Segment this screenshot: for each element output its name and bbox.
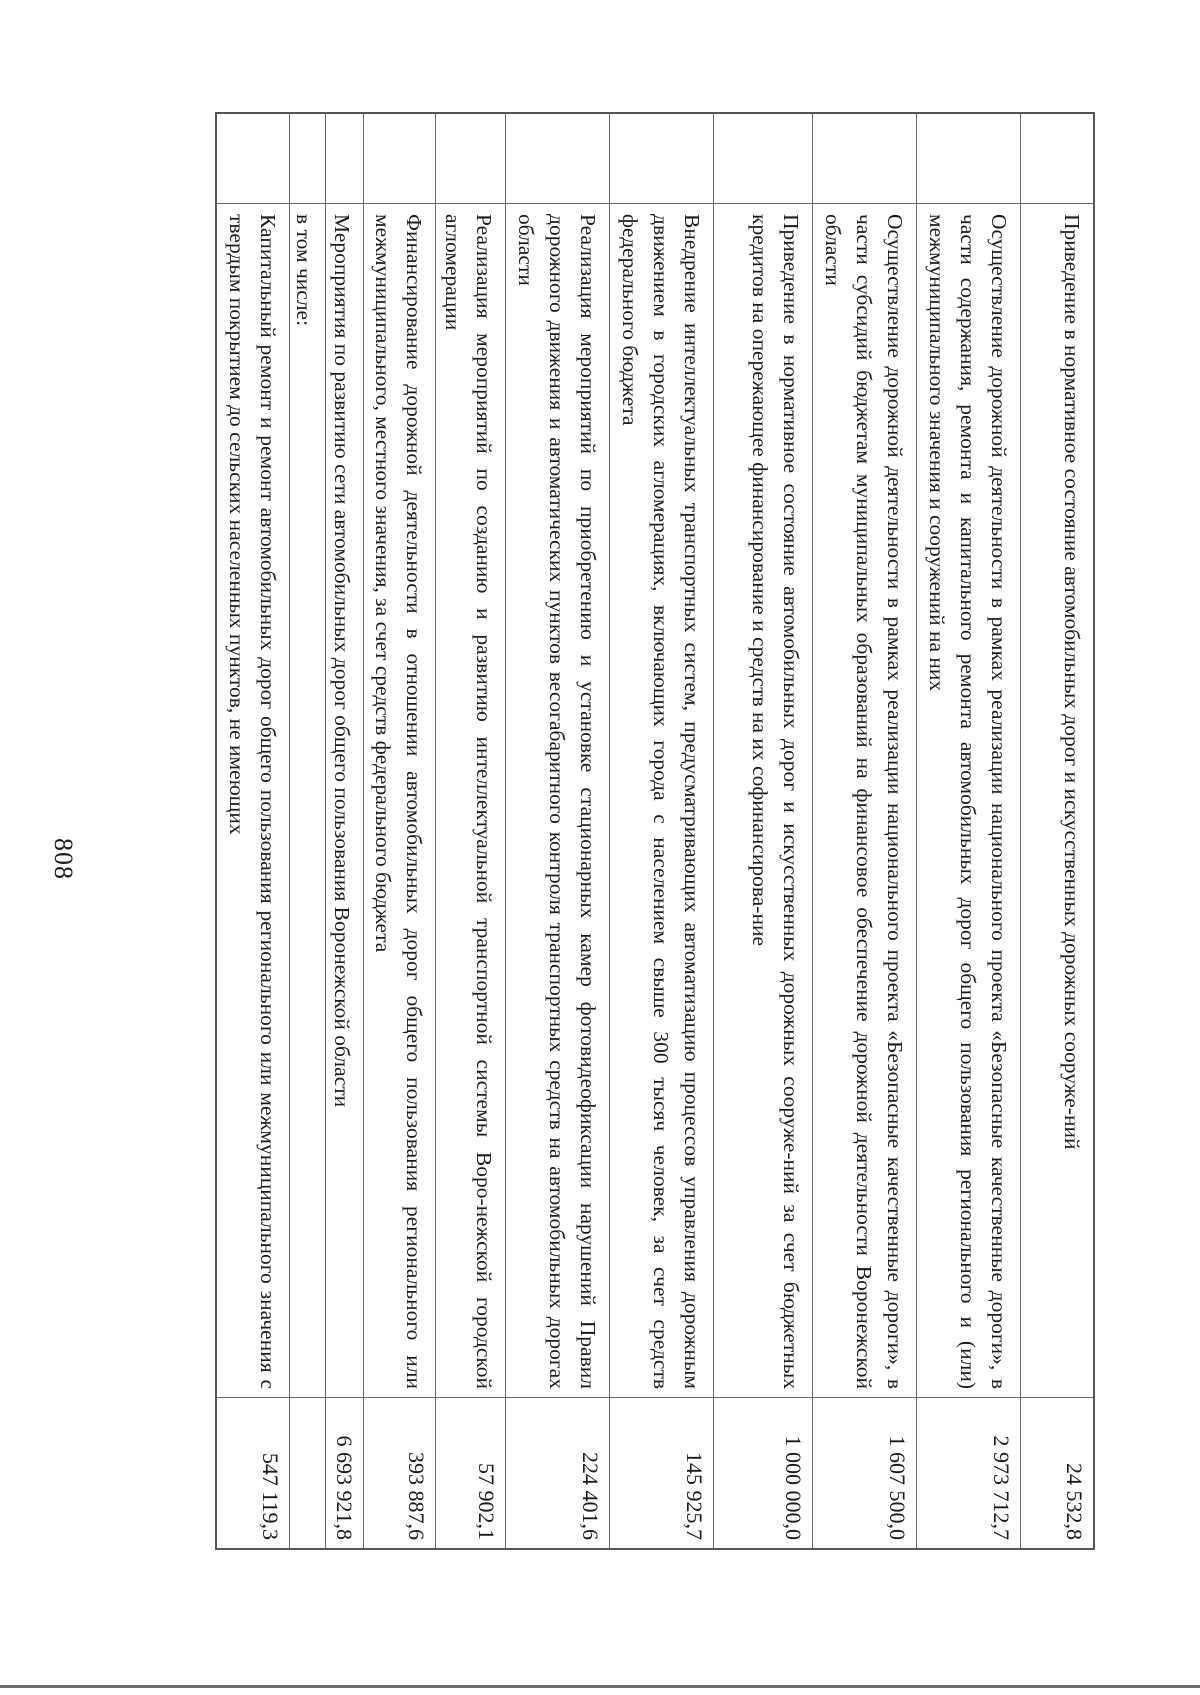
row-description-cell: Капитальный ремонт и ремонт автомобильных дорог общего пользования регионального или межмуниципального значения с твердым покрытием до сельских населенных пунктов, не имеющих bbox=[217, 204, 289, 1398]
row-description-cell: Реализация мероприятий по созданию и развитию интеллектуальной транспортной системы Воро-нежской городской агломерации bbox=[436, 204, 505, 1398]
row-description-cell: Осуществление дорожной деятельности в рамках реализации национального проекта «Безопасные качественные дороги», в части содержания, ремонта и капитального ремонта автомобильных дорог общего пользования регионального и (или) межмуниципального значения и сооружений на них bbox=[917, 204, 1020, 1398]
row-description-cell: Приведение в нормативное состояние автомобильных дорог и искусственных дорожных сооруже-ний за счет бюджетных кредитов на опережающее финансирование и средств на их софинансирова-ние bbox=[714, 204, 812, 1398]
row-number-cell bbox=[364, 114, 435, 204]
row-number-cell bbox=[326, 114, 363, 204]
budget-table bbox=[215, 112, 1095, 1550]
table-row bbox=[217, 114, 289, 1548]
table-row bbox=[916, 114, 1020, 1548]
table-row bbox=[325, 114, 363, 1548]
row-description-cell: Приведение в нормативное состояние автомобильных дорог и искусственных дорожных сооруже-ний bbox=[1021, 204, 1093, 1398]
row-number-cell bbox=[714, 114, 812, 204]
table-row bbox=[609, 114, 713, 1548]
row-number-cell bbox=[506, 114, 609, 204]
row-number-cell bbox=[290, 114, 325, 204]
row-description-cell: в том числе: bbox=[290, 204, 325, 1398]
row-amount-cell: 6 693 921,8 bbox=[332, 1435, 357, 1540]
row-number-cell bbox=[436, 114, 505, 204]
row-description-cell: Реализация мероприятий по приобретению и установке стационарных камер фотовидеофиксации нарушений Правил дорожного движения и автоматических пунктов весогабаритного контроля транспортных средств на автомобильных дорогах области bbox=[506, 204, 609, 1398]
row-amount-cell bbox=[290, 1398, 325, 1548]
table-row bbox=[505, 114, 609, 1548]
table-row bbox=[289, 114, 325, 1548]
row-amount-cell: 393 887,6 bbox=[404, 1452, 429, 1540]
row-number-cell bbox=[917, 114, 1020, 204]
table-row bbox=[1020, 114, 1093, 1548]
row-number-cell bbox=[813, 114, 916, 204]
table-row bbox=[435, 114, 505, 1548]
row-description-cell: Финансирование дорожной деятельности в отношении автомобильных дорог общего пользования регионального или межмуниципального, местного значения, за счет средств федерального бюджета bbox=[364, 204, 435, 1398]
row-amount-cell: 224 401,6 bbox=[578, 1452, 603, 1540]
page-bottom-rule bbox=[0, 1685, 1200, 1688]
row-number-cell bbox=[1021, 114, 1093, 204]
row-description-cell: Осуществление дорожной деятельности в рамках реализации национального проекта «Безопасные качественные дороги», в части субсидий бюджетам муниципальных образований на финансовое обеспечение дорожной деятельности Воронежской области bbox=[813, 204, 916, 1398]
row-amount-cell: 1 000 000,0 bbox=[780, 1435, 806, 1540]
row-amount-cell: 547 119,3 bbox=[258, 1452, 283, 1540]
row-amount-cell: 1 607 500,0 bbox=[884, 1435, 910, 1540]
table-row bbox=[713, 114, 812, 1548]
row-number-cell bbox=[217, 114, 289, 204]
row-amount-cell: 57 902,1 bbox=[474, 1463, 499, 1540]
table-row bbox=[812, 114, 916, 1548]
row-amount-cell: 24 532,8 bbox=[1062, 1463, 1087, 1540]
row-description-cell: Мероприятия по развитию сети автомобильных дорог общего пользования Воронежской области bbox=[326, 204, 363, 1398]
table-row bbox=[363, 114, 435, 1548]
row-number-cell bbox=[610, 114, 713, 204]
row-description-cell: Внедрение интеллектуальных транспортных систем, предусматривающих автоматизацию процессов управления дорожным движением в городских агломерациях, включающих города с населением свыше 300 тысяч человек, за счет средств федерального бюджета bbox=[610, 204, 713, 1398]
row-amount-cell: 145 925,7 bbox=[682, 1452, 707, 1540]
page-number: 808 bbox=[49, 838, 78, 880]
row-amount-cell: 2 973 712,7 bbox=[988, 1435, 1014, 1540]
